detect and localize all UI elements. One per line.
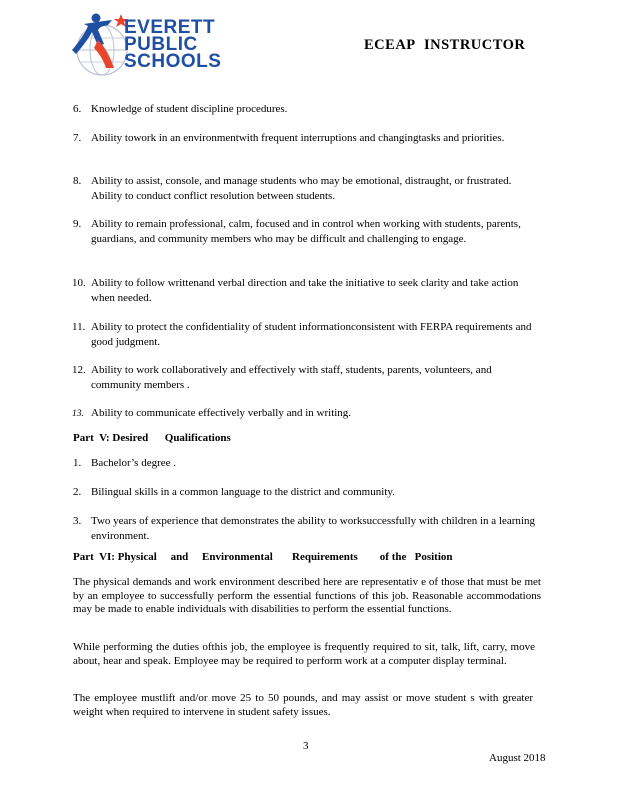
list-item-text: Ability to assist, console, and manage students who may be emotional, distraught, or frustrated. Ability to conduct conflict resolution between students. <box>91 175 512 202</box>
list-item <box>73 456 543 471</box>
logo-text-public: PUBLIC <box>124 34 198 55</box>
list-item-number: 6. <box>73 103 82 115</box>
document-title: ECEAP INSTRUCTOR <box>364 37 526 53</box>
section-heading-part-vi: Part VI: Physical and Environmental Requirements of the Position <box>73 551 453 563</box>
section-heading-part-v: Part V: Desired Qualifications <box>73 432 231 444</box>
list-item-number: 8. <box>73 175 82 187</box>
list-item-text: Two years of experience that demonstrates the ability to worksuccessfully with children in a learning environment. <box>91 515 535 542</box>
list-item-text: Ability towork in an environmentwith frequent interruptions and changingtasks and priorities. <box>91 132 505 144</box>
list-item-number: 3. <box>73 515 82 527</box>
list-item <box>73 174 543 203</box>
list-item <box>73 217 543 246</box>
paragraph-physical-demands: The physical demands and work environment described here are representativ e of those that must be met by an employee to successfully perform the essential functions of this job. Reasonable accommodations may be made to enable individuals with disabilities to perform the essential functions. <box>73 576 541 616</box>
list-item-number: 13. <box>72 409 84 419</box>
footer-date: August 2018 <box>489 752 546 764</box>
list-item-number: 9. <box>73 218 82 230</box>
list-item <box>73 485 543 500</box>
list-item <box>73 131 543 146</box>
list-item <box>73 102 543 117</box>
list-item-text: Ability to work collaboratively and effectively with staff, students, parents, volunteers, and community members . <box>91 364 492 391</box>
list-item-number: 7. <box>73 132 82 144</box>
page-number: 3 <box>303 740 309 752</box>
list-item <box>73 514 547 543</box>
list-item <box>73 406 543 421</box>
list-item-text: Bachelor’s degree . <box>91 457 177 469</box>
paragraph-lifting: The employee mustlift and/or move 25 to 50 pounds, and may assist or move student s with greater weight when required to intervene in student safety issues. <box>73 692 533 718</box>
list-item-number: 10. <box>72 277 86 289</box>
logo-text-everett: EVERETT <box>124 17 216 38</box>
list-item-text: Knowledge of student discipline procedures. <box>91 103 288 115</box>
list-item-text: Ability to protect the confidentiality of student informationconsistent with FERPA requirements and good judgment. <box>91 321 532 348</box>
list-item-number: 1. <box>73 457 82 469</box>
list-item-text: Ability to follow writtenand verbal direction and take the initiative to seek clarity and take action when needed. <box>91 277 519 304</box>
logo-text-schools: SCHOOLS <box>124 51 222 72</box>
list-item <box>73 363 543 392</box>
list-item <box>73 320 543 349</box>
list-item-number: 12. <box>72 364 86 376</box>
list-item-text: Ability to remain professional, calm, focused and in control when working with students, parents, guardians, and community members who may be difficult and challenging to engage. <box>91 218 521 245</box>
list-item-text: Ability to communicate effectively verbally and in writing. <box>91 407 352 419</box>
list-item-number: 2. <box>73 486 82 498</box>
list-item-text: Bilingual skills in a common language to the district and community. <box>91 486 395 498</box>
list-item <box>73 276 543 305</box>
everett-public-schools-logo <box>68 10 238 80</box>
list-item-number: 11. <box>72 321 86 333</box>
paragraph-duties: While performing the duties ofthis job, the employee is frequently required to sit, talk, lift, carry, move about, hear and speak. Employee may be required to perform work at a computer display terminal. <box>73 641 535 667</box>
